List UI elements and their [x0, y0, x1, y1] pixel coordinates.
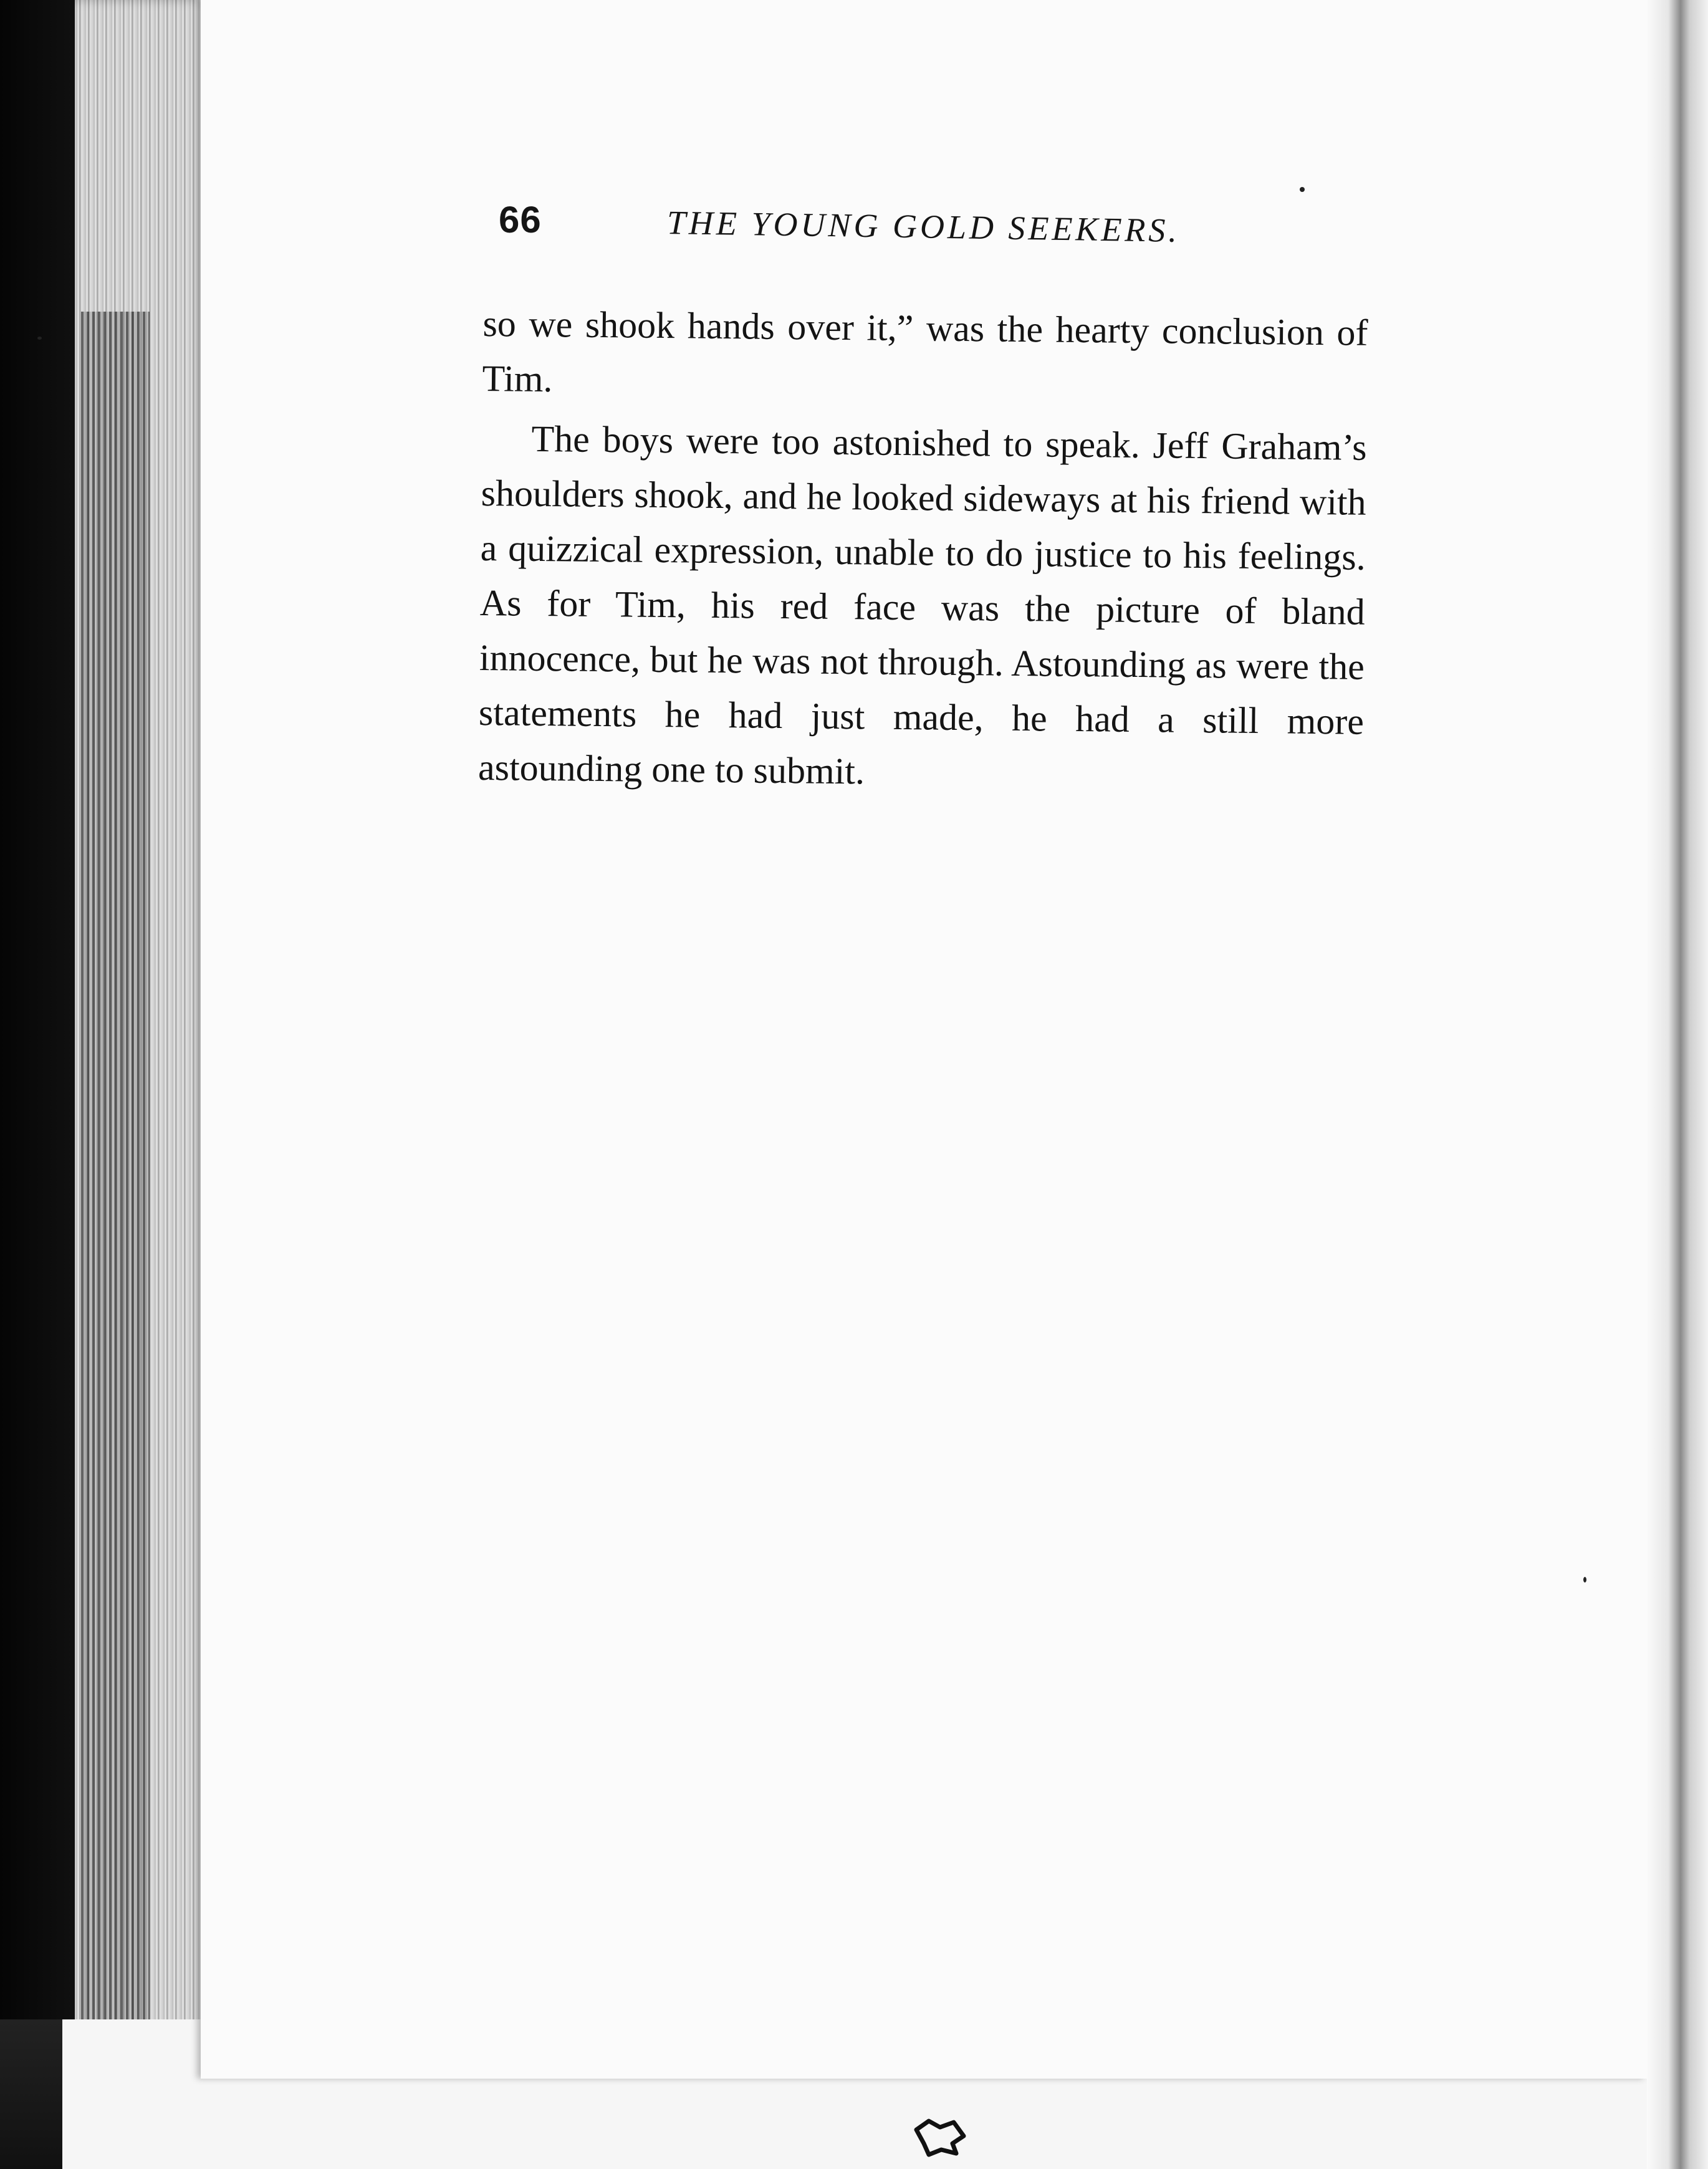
binding-clip-icon [910, 2116, 969, 2160]
dust-speck [37, 337, 42, 340]
paragraph-1: so we shook hands over it,” was the hearty conclusion of Tim. [482, 302, 1368, 400]
running-title: THE YOUNG GOLD SEEKERS. [666, 204, 1181, 249]
running-head [499, 198, 1247, 254]
body-text [478, 296, 1368, 809]
dust-speck [1300, 187, 1305, 192]
dust-speck [1583, 1577, 1586, 1582]
book-gutter [1647, 0, 1708, 2169]
page-edge-shadow [81, 312, 150, 2057]
page-number: 66 [499, 199, 542, 241]
paragraph-2: The boys were too astonished to speak. Jeff Graham’s shoulders shook, and he looked sideways at his friend with a quizzical expression, unable to do justice to his feelings. As for Tim, his red face was the picture of bland innocence, but he was not through. Astounding as were the statements he had just made, he had a still more astounding one to submit. [477, 418, 1367, 792]
